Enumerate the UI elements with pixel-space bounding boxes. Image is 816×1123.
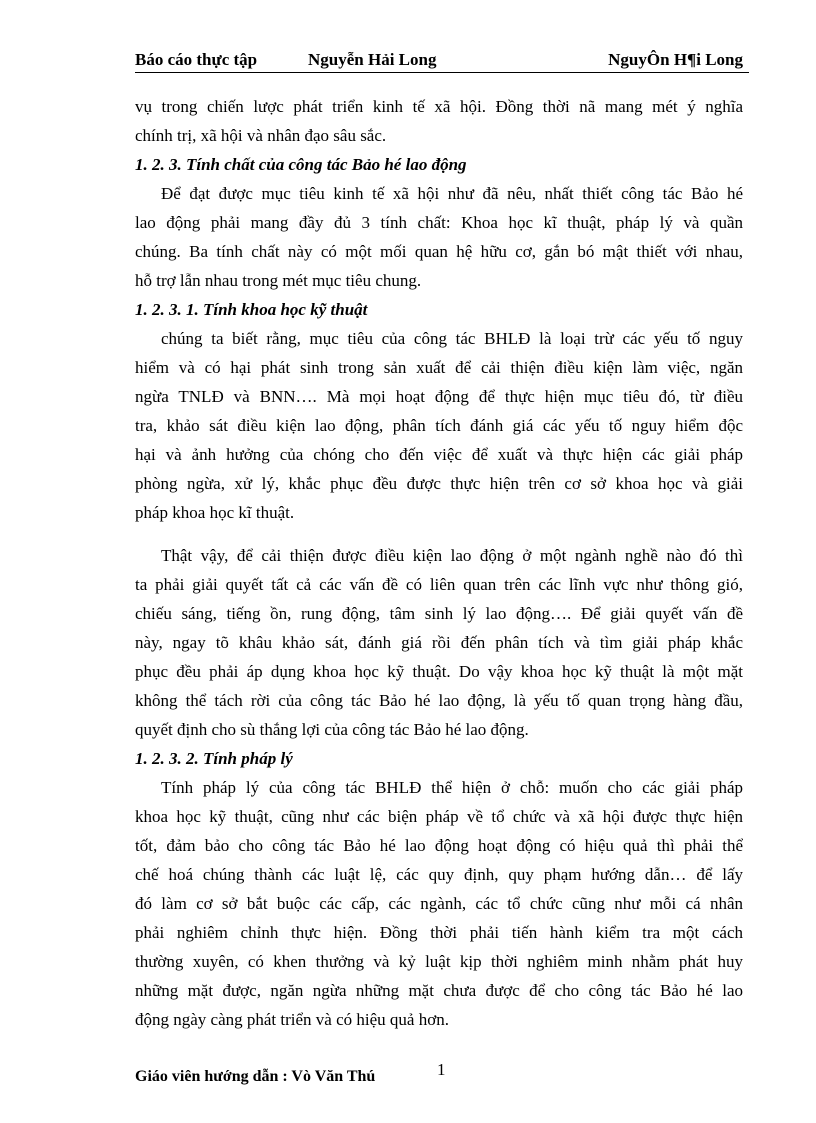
- body-line: thường xuyên, có khen thưởng và kỷ luật kịp thời nghiêm minh nhằm phát huy: [135, 952, 743, 971]
- body-line: Để đạt được mục tiêu kinh tế xã hội như đã nêu, nhất thiết công tác Bảo hé: [161, 184, 743, 203]
- body-line: hiểm và có hại phát sinh trong sản xuất để cải thiện điều kiện làm việc, ngăn: [135, 358, 743, 377]
- body-line: ngừa TNLĐ và BNN…. Mà mọi hoạt động để thực hiện mục tiêu đó, từ điều: [135, 387, 743, 406]
- body-line: động ngày càng phát triển và có hiệu quả hơn.: [135, 1010, 449, 1029]
- report-title: Báo cáo thực tập: [135, 50, 258, 69]
- section-heading: 1. 2. 3. Tính chất của công tác Bảo hé lao động: [135, 155, 467, 174]
- body-line: hại và ảnh hưởng của chóng cho đến việc để xuất và thực hiện các giải pháp: [135, 445, 743, 464]
- body-line: đó làm cơ sở bắt buộc các cấp, các ngành, các tổ chức cũng như mỗi cá nhân: [135, 894, 743, 913]
- body-line: ta phải giải quyết tất cả các vấn đề có liên quan trên các lĩnh vực như thông gió,: [135, 575, 743, 594]
- body-line: tra, khảo sát điều kiện lao động, phân tích đánh giá các yếu tố nguy hiểm độc: [135, 416, 743, 435]
- body-line: quyết định cho sù thắng lợi của công tác Bảo hé lao động.: [135, 720, 529, 739]
- body-line: chiếu sáng, tiếng ồn, rung động, tâm sinh lý lao động…. Để giải quyết vấn đề: [135, 604, 743, 623]
- body-line: tốt, đảm bảo cho công tác Bảo hé lao động hoạt động có hiệu quả thì phải thể: [135, 836, 743, 855]
- body-line: những mặt được, ngăn ngừa những mặt chưa được để cho công tác Bảo hé lao: [135, 981, 743, 1000]
- body-line: phục đều phải áp dụng khoa học kỹ thuật. Do vậy khoa học kỹ thuật là một mặt: [135, 662, 743, 681]
- page-number: 1: [437, 1060, 446, 1079]
- author-name-garbled: NguyÔn H¶i Long: [608, 50, 743, 69]
- page-header: [135, 50, 749, 73]
- body-line: chúng. Ba tính chất này có một mối quan hệ hữu cơ, gắn bó mật thiết với nhau,: [135, 242, 743, 261]
- body-line: lao động phải mang đầy đủ 3 tính chất: Khoa học kĩ thuật, pháp lý và quần: [135, 213, 743, 232]
- footer-instructor: Giáo viên hướng dẫn : Vò Văn Thú: [135, 1068, 376, 1085]
- subsection-heading: 1. 2. 3. 1. Tính khoa học kỹ thuật: [135, 300, 368, 319]
- body-line: này, ngay tõ khâu khảo sát, đánh giá rồi đến phân tích và tìm giải pháp khắc: [135, 633, 743, 652]
- body-line: khoa học kỹ thuật, cũng như các biện pháp về tổ chức và xã hội được thực hiện: [135, 807, 743, 826]
- document-body: [135, 92, 743, 1034]
- subsection-heading: 1. 2. 3. 2. Tính pháp lý: [135, 749, 293, 768]
- body-line: hỗ trợ lẫn nhau trong mét mục tiêu chung.: [135, 271, 422, 290]
- author-name: Nguyễn Hải Long: [308, 50, 437, 69]
- body-line: pháp khoa học kĩ thuật.: [135, 503, 295, 522]
- body-line: phòng ngừa, xử lý, khắc phục đều được thực hiện trên cơ sở khoa học và giải: [135, 474, 743, 493]
- body-line: chúng ta biết rằng, mục tiêu của công tác BHLĐ là loại trừ các yếu tố nguy: [161, 329, 743, 348]
- body-line: Tính pháp lý của công tác BHLĐ thể hiện ở chỗ: muốn cho các giải pháp: [161, 778, 743, 797]
- body-line: Thật vậy, để cải thiện được điều kiện lao động ở một ngành nghề nào đó thì: [161, 546, 743, 565]
- body-line: chính trị, xã hội và nhân đạo sâu sắc.: [135, 126, 387, 145]
- body-line: không thể tách rời của công tác Bảo hé lao động, là yếu tố quan trọng hàng đầu,: [135, 691, 743, 710]
- body-line: vụ trong chiến lược phát triển kinh tế xã hội. Đồng thời nã mang mét ý nghĩa: [135, 97, 743, 116]
- body-line: phải nghiêm chỉnh thực hiện. Đồng thời phải tiến hành kiểm tra một cách: [135, 923, 743, 942]
- body-line: chế hoá chúng thành các luật lệ, các quy định, quy phạm hướng dẫn… để lấy: [135, 865, 743, 884]
